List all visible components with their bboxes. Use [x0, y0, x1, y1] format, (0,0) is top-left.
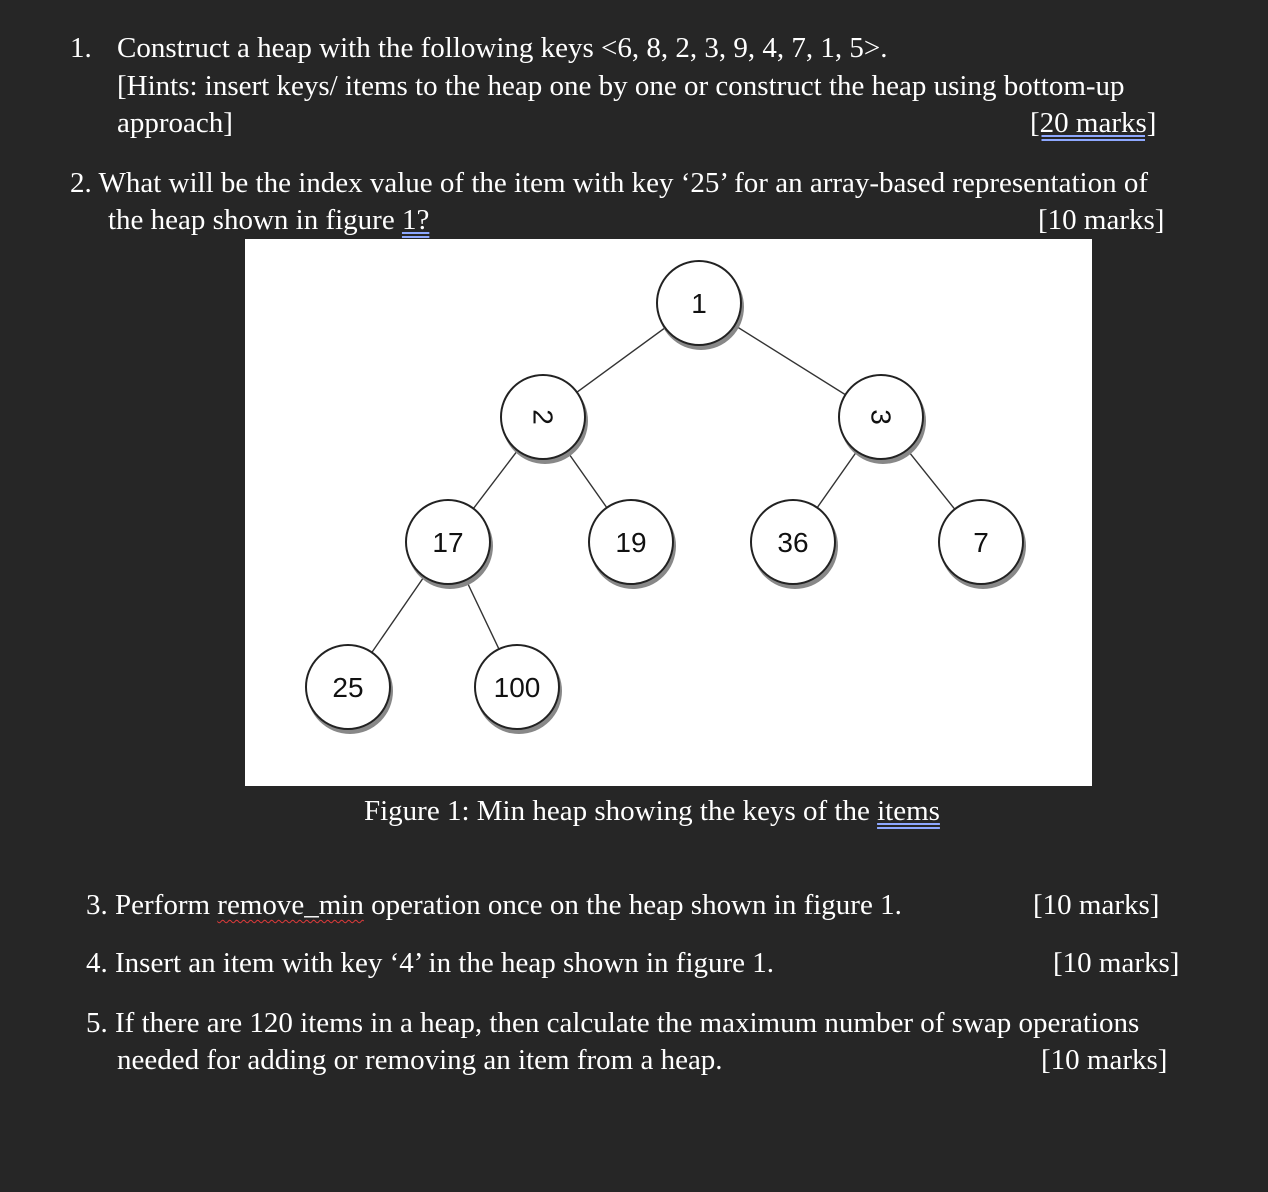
q5-marks: [10 marks] [1041, 1044, 1168, 1076]
q3-suffix: operation once on the heap shown in figure 1. [363, 889, 902, 921]
heap-node-2 [501, 375, 588, 464]
q2-figure-ref: 1? [401, 204, 430, 236]
heap-node-7 [939, 500, 1026, 589]
heap-diagram [245, 239, 1092, 786]
heap-node-1 [657, 261, 744, 350]
heap-node-100 [475, 645, 562, 734]
node-key-3: 3 [865, 409, 897, 425]
q3-term: remove_min [217, 889, 364, 921]
heap-node-25 [306, 645, 393, 734]
node-key-25: 25 [332, 672, 364, 703]
figure-caption-last: items [877, 795, 940, 827]
heap-node-19 [589, 500, 676, 589]
q2-line2 [108, 203, 429, 237]
heap-node-3 [839, 375, 926, 464]
q3-marks: [10 marks] [1033, 889, 1160, 921]
node-key-1: 1 [691, 288, 707, 319]
q2-line1: 2. What will be the index value of the item with key ‘25’ for an array-based representation of [70, 167, 1148, 199]
node-key-17: 17 [432, 527, 464, 558]
node-key-19: 19 [615, 527, 647, 558]
q2-marks: [10 marks] [1038, 204, 1165, 236]
q1-line3: approach] [117, 107, 233, 139]
q2-line2-prefix: the heap shown in figure [108, 204, 402, 236]
q1-line1: Construct a heap with the following keys <6, 8, 2, 3, 9, 4, 7, 1, 5>. [117, 32, 888, 64]
node-key-36: 36 [777, 527, 809, 558]
q3-text [86, 888, 902, 922]
q1-marks-text: [20 marks] [1030, 107, 1157, 139]
q3-prefix: 3. Perform [86, 889, 218, 921]
q5-line2: needed for adding or removing an item from a heap. [117, 1044, 723, 1076]
node-key-7: 7 [973, 527, 989, 558]
q4-text: 4. Insert an item with key ‘4’ in the heap shown in figure 1. [86, 947, 775, 979]
q4-marks: [10 marks] [1053, 947, 1180, 979]
figure-caption-prefix: Figure 1: Min heap showing the keys of the [364, 795, 878, 827]
heap-node-17 [406, 500, 493, 589]
q1-number: 1. [70, 32, 92, 64]
heap-node-36 [751, 500, 838, 589]
q5-line1: 5. If there are 120 items in a heap, then calculate the maximum number of swap operations [86, 1007, 1140, 1039]
q1-marks [1030, 106, 1156, 140]
node-key-2: 2 [527, 409, 559, 425]
figure-caption [364, 794, 940, 828]
node-key-100: 100 [493, 672, 541, 703]
q1-line2: [Hints: insert keys/ items to the heap one by one or construct the heap using bottom-up [117, 70, 1125, 102]
heap-figure [245, 239, 1092, 786]
